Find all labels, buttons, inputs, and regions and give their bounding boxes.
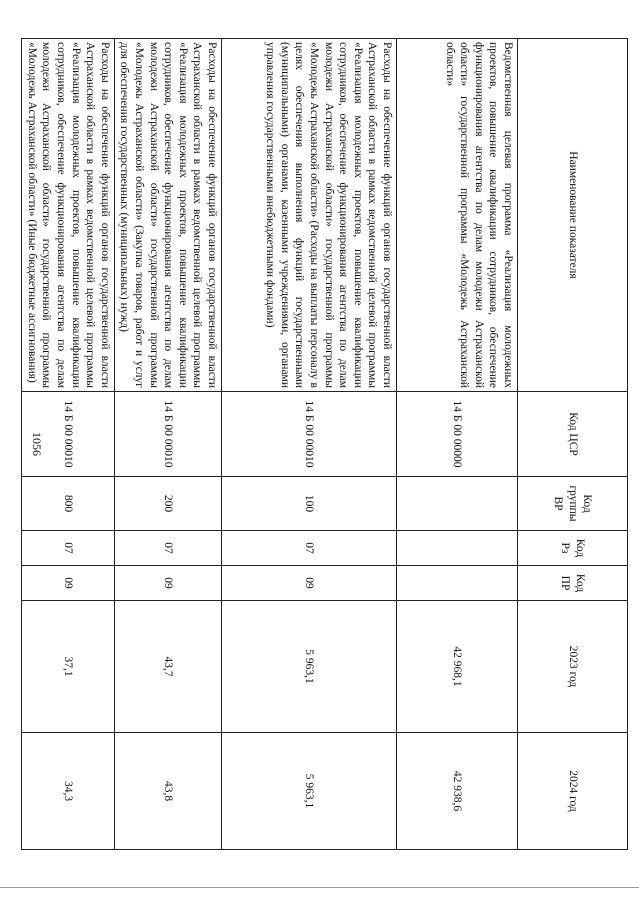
row-name: Расходы на обеспечение функций органов государственной власти Астраханской области в рамках ведомственной целевой программы «Реализация молодежных проектов, повышение квалификации сотрудников, обеспечение функционирования агентства по делам молодежи Астраханской области» государственной программы «Молодежь Астраханской области» (Закупка товаров, работ и услуг для обеспечения государственных (муниципальных) нужд) xyxy=(114,39,221,392)
row-pr xyxy=(397,566,518,601)
header-csr: Код ЦСР xyxy=(518,392,628,477)
row-name: Ведомственная целевая программа «Реализация молодежных проектов, повышение квалификации сотрудников, обеспечение функционирования агентства по делам молодежи Астраханской области» государственной программы «Молодежь Астраханской области» xyxy=(397,39,518,392)
header-vr: Код группы ВР xyxy=(518,477,628,531)
header-row xyxy=(518,39,628,850)
row-vr xyxy=(397,477,518,531)
header-2024: 2024 год xyxy=(518,733,628,850)
row-rz xyxy=(397,531,518,566)
row-csr: 14 Б 00 00010 xyxy=(22,392,115,477)
header-2023: 2023 год xyxy=(518,601,628,733)
table-row xyxy=(22,39,115,850)
row-pr: 09 xyxy=(22,566,115,601)
row-rz: 07 xyxy=(114,531,221,566)
table-row xyxy=(397,39,518,850)
table-row xyxy=(114,39,221,850)
row-rz: 07 xyxy=(22,531,115,566)
row-pr: 09 xyxy=(222,566,397,601)
row-vr: 200 xyxy=(114,477,221,531)
row-2023: 43,7 xyxy=(114,601,221,733)
row-2024: 43,8 xyxy=(114,733,221,850)
budget-table xyxy=(21,38,628,850)
row-2024: 34,3 xyxy=(22,733,115,850)
header-pr: Код ПР xyxy=(518,566,628,601)
row-rz: 07 xyxy=(222,531,397,566)
page-number: 1056 xyxy=(30,432,44,456)
row-name: Расходы на обеспечение функций органов государственной власти Астраханской области в рамках ведомственной целевой программы «Реализация молодежных проектов, повышение квалификации сотрудников, обеспечение функционирования агентства по делам молодежи Астраханской области» государственной программы «Молодежь Астраханской области» (Иные бюджетные ассигнования) xyxy=(22,39,115,392)
header-rz: Код Рз xyxy=(518,531,628,566)
row-2023: 37,1 xyxy=(22,601,115,733)
row-csr: 14 Б 00 00000 xyxy=(397,392,518,477)
row-name: Расходы на обеспечение функций органов государственной власти Астраханской области в рамках ведомственной целевой программы «Реализация молодежных проектов, повышение квалификации сотрудников, обеспечение функционирования агентства по делам молодежи Астраханской области» государственной программы «Молодежь Астраханской области» (Расходы на выплаты персоналу в целях обеспечения выполнения функций государственными (муниципальными) органами, казенными учреждениями, органами управления государственными внебюджетными фондами) xyxy=(222,39,397,392)
row-2024: 42 938,6 xyxy=(397,733,518,850)
bottom-divider xyxy=(0,887,639,888)
row-vr: 800 xyxy=(22,477,115,531)
header-name: Наименование показателя xyxy=(518,39,628,392)
row-csr: 14 Б 00 00010 xyxy=(222,392,397,477)
row-2024: 5 963,1 xyxy=(222,733,397,850)
row-vr: 100 xyxy=(222,477,397,531)
row-csr: 14 Б 00 00010 xyxy=(114,392,221,477)
row-2023: 5 963,1 xyxy=(222,601,397,733)
row-pr: 09 xyxy=(114,566,221,601)
row-2023: 42 968,1 xyxy=(397,601,518,733)
table-row xyxy=(222,39,397,850)
